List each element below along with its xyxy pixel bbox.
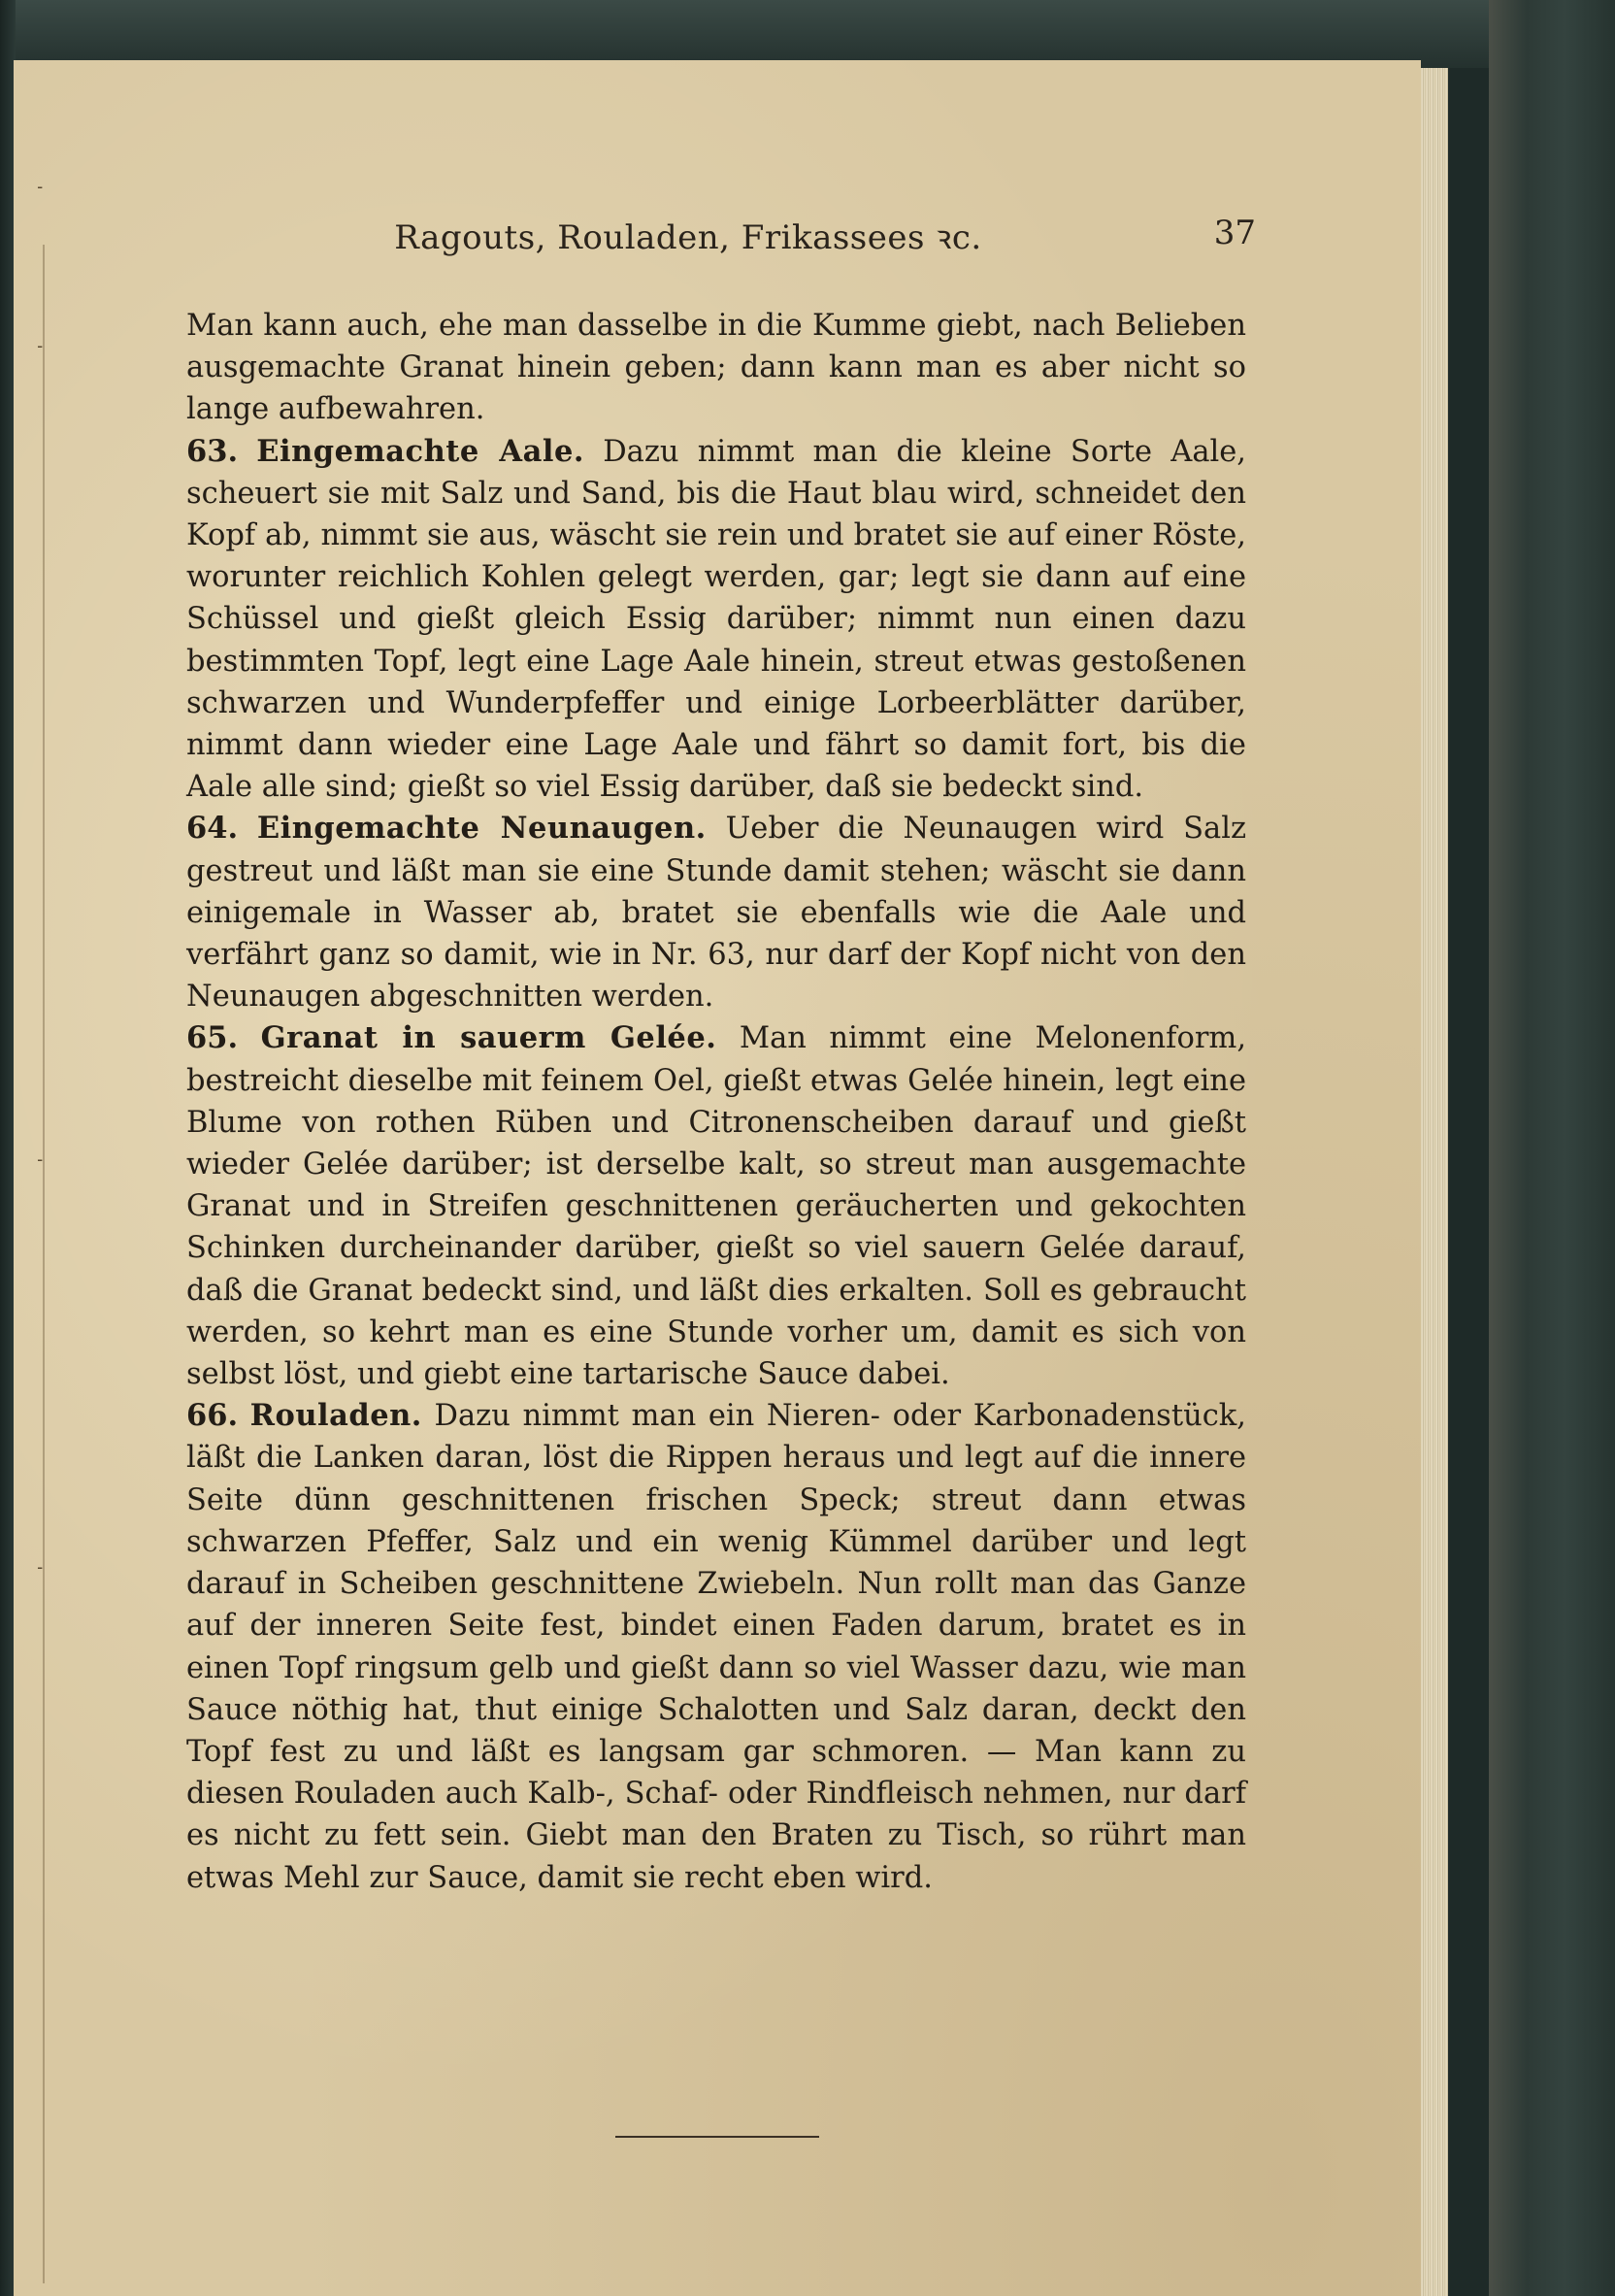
margin-crease [43,245,45,2283]
page-header [130,214,1256,262]
margin-mark: ˗ [37,1555,44,1579]
margin-mark: ˗ [37,1148,44,1171]
book-cover-right [1489,0,1615,2296]
recipe-number: 66. [186,1398,239,1434]
recipe-title: Rouladen. [249,1398,422,1434]
recipe-title: Eingemachte Neunaugen. [256,811,707,847]
margin-mark: ˗ [37,175,44,198]
recipe-64 [186,808,1246,1017]
recipe-text: Ueber die Neunaugen wird Salz gestreut und läßt man sie eine Stunde damit stehen; wäscht sie dann einigemale in Wasser ab, bratet sie ebenfalls wie die Aale und verfährt ganz so damit, wie in Nr. 63, nur darf der Kopf nicht von den Neunaugen abgeschnitten werden. [186,812,1247,1015]
running-head: Ragouts, Rouladen, Frikassees ꝛc. [394,218,982,257]
recipe-number: 64. [186,811,239,847]
end-rule [615,2136,819,2138]
recipe-text: Dazu nimmt man die kleine Sorte Aale, scheuert sie mit Salz und Sand, bis die Haut blau wird, schneidet den Kopf ab, nimmt sie aus, wäscht sie rein und bratet sie auf einer Röste, worunter reichlich Kohlen gelegt werden, gar; legt sie dann auf eine Schüssel und gießt gleich Essig darüber; nimmt nun einen dazu bestimmten Topf, legt eine Lage Aale hinein, streut etwas gestoßenen schwarzen und Wunderpfeffer und einige Lorbeerblätter darüber, nimmt dann wieder eine Lage Aale und fährt so damit fort, bis die Aale alle sind; gießt so viel Essig darüber, daß sie bedeckt sind. [186,434,1246,805]
recipe-text: Dazu nimmt man ein Nieren- oder Karbonadenstück, läßt die Lanken daran, löst die Rippen heraus und legt auf die innere Seite dünn geschnittenen frischen Speck; streut dann etwas schwarzen Pfeffer, Salz und ein wenig Kümmel darüber und legt darauf in Scheiben geschnittene Zwiebeln. Nun rollt man das Ganze auf der inneren Seite fest, bindet einen Faden darum, bratet es in einen Topf ringsum gelb und gießt dann so viel Wasser dazu, wie man Sauce nöthig hat, thut einige Schalotten und Salz daran, deckt den Topf fest zu und läßt es langsam gar schmoren. — Man kann zu diesen Rouladen auch Kalb-, Schaf- oder Rindfleisch nehmen, nur darf es nicht zu fett sein. Giebt man den Braten zu Tisch, so rührt man etwas Mehl zur Sauce, damit sie recht eben wird. [186,1399,1246,1895]
recipe-title: Eingemachte Aale. [256,433,584,469]
recipe-title: Granat in sauerm Gelée. [260,1020,717,1056]
recipe-number: 65. [186,1020,239,1056]
intro-paragraph: Man kann auch, ehe man dasselbe in die Kumme giebt, nach Belieben ausgemachte Granat hinein geben; dann kann man es aber nicht so lange aufbewahren. [186,309,1246,427]
recipe-text: Man nimmt eine Melonenform, bestreicht dieselbe mit feinem Oel, gießt etwas Gelée hinein, legt eine Blume von rothen Rüben und Citronenscheiben darauf und gießt wieder Gelée darüber; ist derselbe kalt, so streut man ausgemachte Granat und in Streifen geschnittenen geräucherten und gekochten Schinken durcheinander darüber, gießt so viel sauern Gelée darauf, daß die Granat bedeckt sind, und läßt dies erkalten. Soll es gebraucht werden, so kehrt man es eine Stunde vorher um, damit es sich von selbst löst, und giebt eine tartarische Sauce dabei. [186,1021,1247,1392]
recipe-66 [186,1395,1246,1898]
recipe-65 [186,1017,1246,1395]
page-number: 37 [1213,214,1256,252]
book-cover-top [0,0,1615,68]
text-body [186,305,1246,1899]
margin-mark: ˗ [37,334,44,357]
recipe-number: 63. [186,433,239,469]
recipe-63 [186,431,1246,809]
book-page [14,60,1421,2296]
